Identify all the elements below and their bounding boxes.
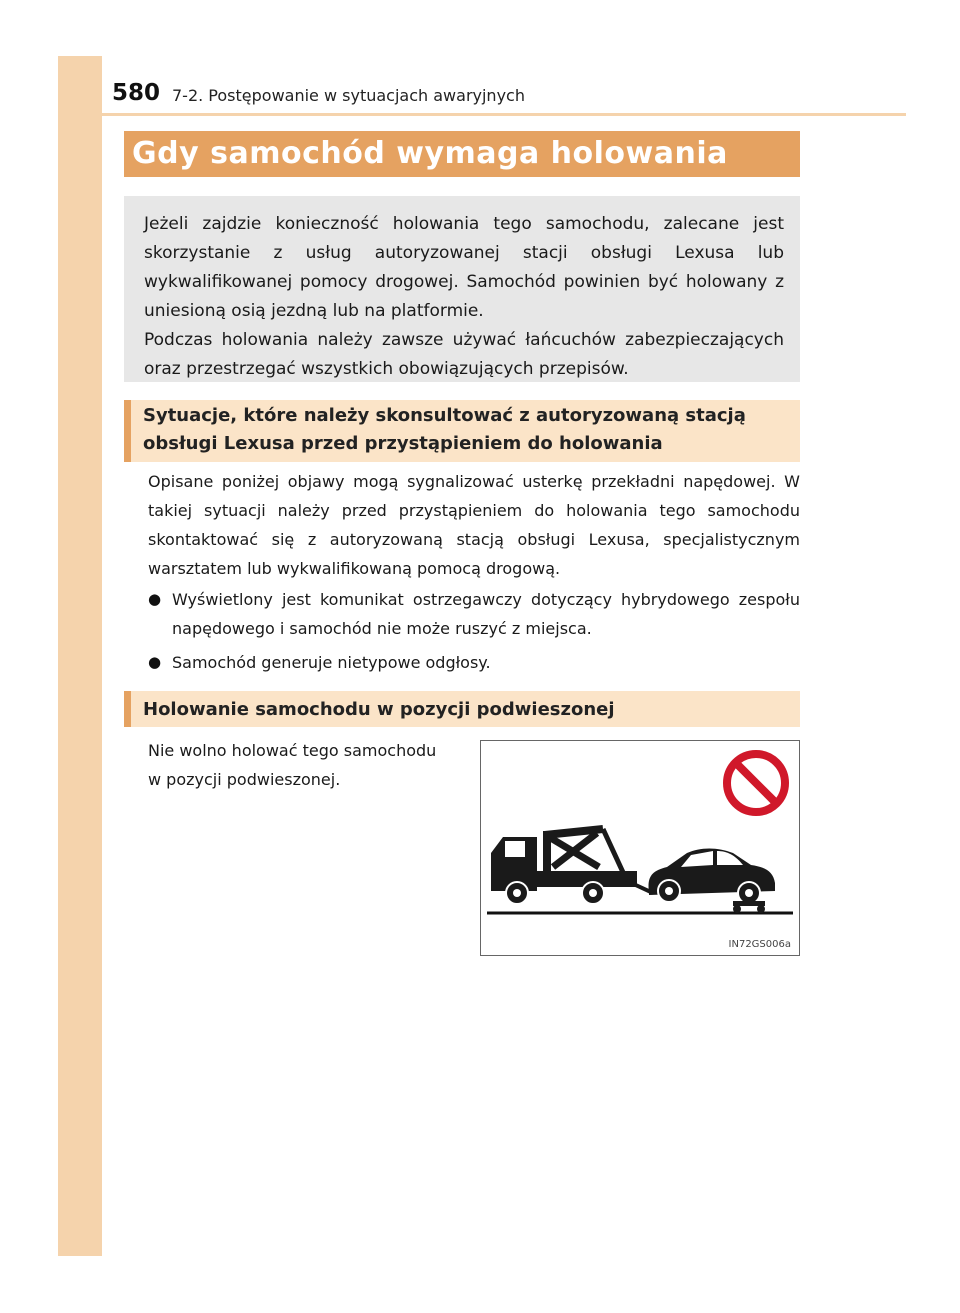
- prohibition-icon: [727, 754, 785, 812]
- intro-text-1: Jeżeli zajdzie konieczność holowania tego samochodu, zalecane jest skorzystanie z usług autoryzowanej stacji obsługi Lexusa lub wykwalifikowanej pomocy drogowej. Samochód powinien być holowany z uniesioną osią jezdną lub na platformie.: [144, 214, 784, 321]
- chapter-title: 7-2. Postępowanie w sytuacjach awaryjnych: [172, 86, 525, 105]
- section-paragraph-suspended: Nie wolno holować tego samochodu w pozycji podwieszonej.: [148, 741, 437, 789]
- page-title: Gdy samochód wymaga holowania: [124, 131, 800, 177]
- page-number: 580: [112, 80, 161, 106]
- bullet-icon: ●: [148, 590, 162, 608]
- list-item: [148, 585, 800, 643]
- section-heading-consult: Sytuacje, które należy skonsultować z autoryzowaną stacją obsługi Lexusa przed przystąpieniem do holowania: [124, 400, 800, 462]
- list-item-text: Wyświetlony jest komunikat ostrzegawczy dotyczący hybrydowego zespołu napędowego i samochód nie może ruszyć z miejsca.: [172, 590, 800, 638]
- intro-box: [124, 196, 800, 382]
- bullet-icon: ●: [148, 653, 162, 671]
- side-color-strip: [58, 56, 102, 1256]
- figure-code: IN72GS006a: [728, 939, 791, 950]
- list-item: [148, 648, 800, 677]
- intro-text-2: Podczas holowania należy zawsze używać łańcuchów zabezpieczających oraz przestrzegać wszystkich obowiązujących przepisów.: [144, 330, 784, 379]
- list-item-text: Samochód generuje nietypowe odgłosy.: [172, 653, 491, 672]
- section-paragraph-consult: Opisane poniżej objawy mogą sygnalizować usterkę przekładni napędowej. W takiej sytuacji należy przed przystąpieniem do holowania tego samochodu skontaktować się z autoryzowaną stacją obsługi Lexusa, specjalistycznym warsztatem lub wykwalifikowaną pomocą drogową.: [148, 472, 800, 578]
- towing-illustration: [480, 740, 800, 956]
- section-heading-suspended: Holowanie samochodu w pozycji podwieszonej: [124, 691, 800, 727]
- tow-truck-icon: [491, 829, 653, 904]
